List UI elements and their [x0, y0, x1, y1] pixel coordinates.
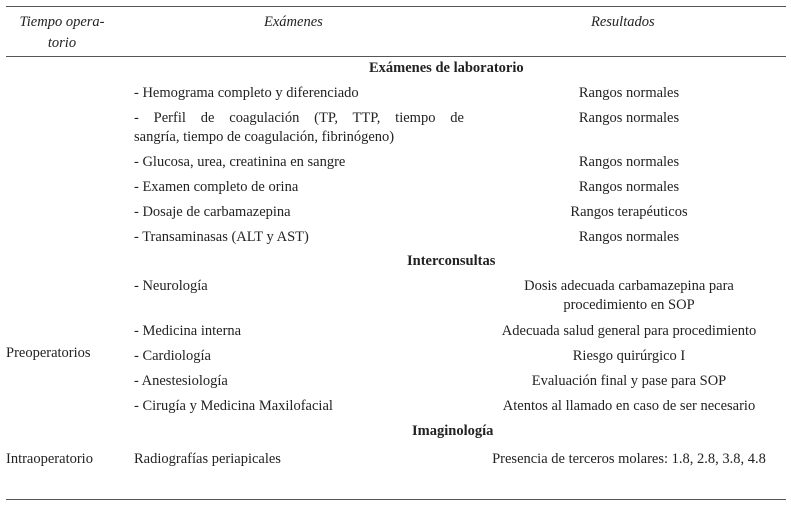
exam-hemograma: - Hemograma completo y diferenciado: [134, 85, 359, 101]
exam-anestesiologia: - Anestesiología: [134, 373, 228, 389]
result-neurologia-line1: Dosis adecuada carbamazepina para: [524, 278, 734, 294]
result-neurologia-line2: procedimiento en SOP: [563, 297, 695, 313]
exam-cardiologia: - Cardiología: [134, 348, 211, 364]
period-preoperatorios: Preoperatorios: [6, 345, 91, 361]
result-cirugia-maxilofacial: Atentos al llamado en caso de ser necesario: [502, 398, 756, 414]
result-cardiologia: Riesgo quirúrgico I: [572, 348, 686, 364]
header-col-tiempo-line1: Tiempo opera-: [19, 14, 105, 30]
header-col-resultados: Resultados: [591, 14, 655, 30]
exam-cirugia-maxilofacial: - Cirugía y Medicina Maxilofacial: [134, 398, 333, 414]
result-carbamazepina: Rangos terapéuticos: [570, 204, 688, 220]
section-interconsultas: Interconsultas: [407, 253, 496, 269]
exam-glucosa: - Glucosa, urea, creatinina en sangre: [134, 154, 346, 170]
section-imaginologia: Imaginología: [412, 423, 494, 439]
result-medicina-interna: Adecuada salud general para procedimiento: [501, 323, 757, 339]
result-anestesiologia: Evaluación final y pase para SOP: [531, 373, 727, 389]
result-orina: Rangos normales: [578, 179, 680, 195]
exam-carbamazepina: - Dosaje de carbamazepina: [134, 204, 291, 220]
header-col-tiempo-line2: torio: [47, 35, 77, 51]
top-rule: [6, 6, 786, 7]
result-radiografias: Presencia de terceros molares: 1.8, 2.8, 3.8, 4.8: [492, 451, 766, 467]
result-transaminasas: Rangos normales: [578, 229, 680, 245]
exam-transaminasas: - Transaminasas (ALT y AST): [134, 229, 309, 245]
header-col-examenes: Exámenes: [264, 14, 323, 30]
exam-coagulacion-line1: - Perfil de coagulación (TP, TTP, tiempo de: [134, 110, 464, 126]
exam-neurologia: - Neurología: [134, 278, 208, 294]
exam-coagulacion-line2: sangría, tiempo de coagulación, fibrinógeno): [134, 129, 395, 145]
result-coagulacion: Rangos normales: [578, 110, 680, 126]
exam-medicina-interna: - Medicina interna: [134, 323, 242, 339]
exam-orina: - Examen completo de orina: [134, 179, 299, 195]
header-rule: [6, 56, 786, 57]
result-glucosa: Rangos normales: [578, 154, 680, 170]
exam-radiografias: Radiografías periapicales: [134, 451, 281, 467]
section-laboratorio: Exámenes de laboratorio: [369, 60, 524, 76]
bottom-rule: [6, 499, 786, 500]
result-hemograma: Rangos normales: [578, 85, 680, 101]
period-intraoperatorio: Intraoperatorio: [6, 451, 93, 467]
